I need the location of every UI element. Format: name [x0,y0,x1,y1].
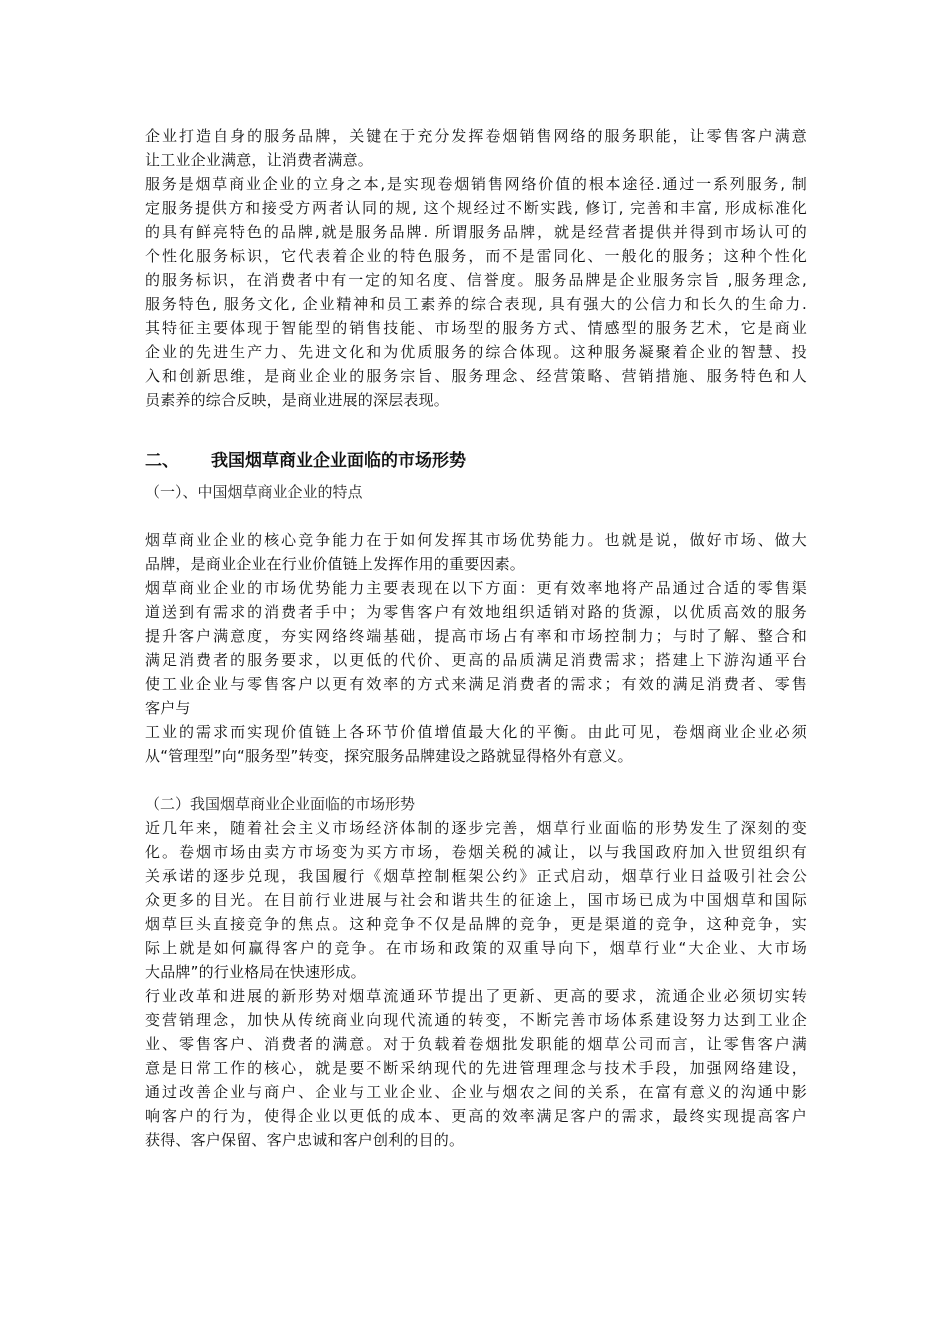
text-line: 化。卷烟市场由卖方市场变为买方市场，卷烟关税的减让，以与我国政府加入世贸组织有 [145,843,807,861]
text-line: 企业的先进生产力、先进文化和为优质服务的综合体现。这种服务凝聚着企业的智慧、投 [145,343,807,361]
paragraph-brand-intro [145,124,807,172]
paragraph-value-chain [145,720,807,768]
text-line: 大品牌”的行业格局在快速形成。 [145,963,366,981]
text-line: 使工业企业与零售客户以更有效率的方式来满足消费者的需求；有效的满足消费者、零售 [145,675,807,693]
paragraph-market-advantage [145,576,807,720]
text-line: 道送到有需求的消费者手中；为零售客户有效地组织适销对路的货源，以优质高效的服务 [145,603,807,621]
text-line: 工业的需求而实现价值链上各环节价值增值最大化的平衡。由此可见，卷烟商业企业必须 [145,723,807,741]
text-line: 际上就是如何赢得客户的竞争。在市场和政策的双重导向下，烟草行业“大企业、大市场 [145,939,807,957]
text-line: 服务特色, 服务文化, 企业精神和员工素养的综合表现, 具有强大的公信力和长久的生命力. [145,295,807,313]
paragraph-market-situation [145,816,807,984]
text-line: 员素养的综合反映，是商业进展的深层表现。 [145,391,450,409]
text-line: 其特征主要体现于智能型的销售技能、市场型的服务方式、情感型的服务艺术，它是商业 [145,319,807,337]
text-line: 满足消费者的服务要求，以更低的代价、更高的品质满足消费需求；搭建上下游沟通平台 [145,651,807,669]
text-line: 让工业企业满意，让消费者满意。 [145,151,374,169]
subsection-heading: （一）、中国烟草商业企业的特点 [145,483,363,501]
text-line: 入和创新思维，是商业企业的服务宗旨、服务理念、经营策略、营销措施、服务特色和人 [145,367,807,385]
subsection-heading: （二）我国烟草商业企业面临的市场形势 [145,795,416,813]
text-line: 响客户的行为，使得企业以更低的成本、更高的效率满足客户的需求，最终实现提高客户 [145,1107,807,1125]
section-heading [145,448,807,474]
text-line: 意是日常工作的核心，就是要不断采纳现代的先进管理理念与技术手段，加强网络建设， [145,1059,807,1077]
text-line: 的服务标识，在消费者中有一定的知名度、信誉度。服务品牌是企业服务宗旨 ,服务理念, [145,271,807,289]
text-line: 服务是烟草商业企业的立身之本,是实现卷烟销售网络价值的根本途径.通过一系列服务, 制 [145,175,807,193]
text-line: 获得、客户保留、客户忠诚和客户创利的目的。 [145,1131,465,1149]
text-line: 通过改善企业与商户、企业与工业企业、企业与烟农之间的关系，在富有意义的沟通中影 [145,1083,807,1101]
text-line: 的具有鲜亮特色的品牌,就是服务品牌. 所谓服务品牌，就是经营者提供并得到市场认可的 [145,223,807,241]
text-line: 业、零售客户、消费者的满意。对于负载着卷烟批发职能的烟草公司而言，让零售客户满 [145,1035,807,1053]
text-line: 个性化服务标识，它代表着企业的特色服务，而不是雷同化、一般化的服务；这种个性化 [145,247,807,265]
text-line: 企业打造自身的服务品牌，关键在于充分发挥卷烟销售网络的服务职能，让零售客户满意 [145,127,807,145]
text-line: 品牌，是商业企业在行业价值链上发挥作用的重要因素。 [145,555,526,573]
paragraph-reform [145,984,807,1152]
text-line: 从“管理型”向“服务型”转变，探究服务品牌建设之路就显得格外有意义。 [145,747,633,765]
text-line: 行业改革和进展的新形势对烟草流通环节提出了更新、更高的要求，流通企业必须切实转 [145,987,807,1005]
text-line: 提升客户满意度，夯实网络终端基础，提高市场占有率和市场控制力；与时了解、整合和 [145,627,807,645]
text-line: 烟草商业企业的核心竞争能力在于如何发挥其市场优势能力。也就是说，做好市场、做大 [145,531,807,549]
text-line: 近几年来，随着社会主义市场经济体制的逐步完善，烟草行业面临的形势发生了深刻的变 [145,819,807,837]
spacer [145,412,807,448]
text-line: 定服务提供方和接受方两者认同的规, 这个规经过不断实践, 修订, 完善和丰富, 形成标准化 [145,199,807,217]
text-line: 关承诺的逐步兑现，我国履行《烟草控制框架公约》正式启动，烟草行业日益吸引社会公 [145,867,807,885]
text-line: 烟草巨头直接竞争的焦点。这种竞争不仅是品牌的竞争，更是渠道的竞争，这种竞争，实 [145,915,807,933]
spacer [145,504,807,528]
text-line: 众更多的目光。在目前行业进展与社会和谐共生的征途上，国市场已成为中国烟草和国际 [145,891,807,909]
document-page [145,124,807,1152]
paragraph-service-brand [145,172,807,412]
text-line: 变营销理念，加快从传统商业向现代流通的转变，不断完善市场体系建设努力达到工业企 [145,1011,807,1029]
section-number: 二、 [145,451,179,471]
spacer [145,768,807,792]
section-title: 我国烟草商业企业面临的市场形势 [211,451,466,471]
paragraph-core-competence [145,528,807,576]
text-line: 烟草商业企业的市场优势能力主要表现在以下方面：更有效率地将产品通过合适的零售渠 [145,579,807,597]
text-line: 客户与 [145,699,191,717]
